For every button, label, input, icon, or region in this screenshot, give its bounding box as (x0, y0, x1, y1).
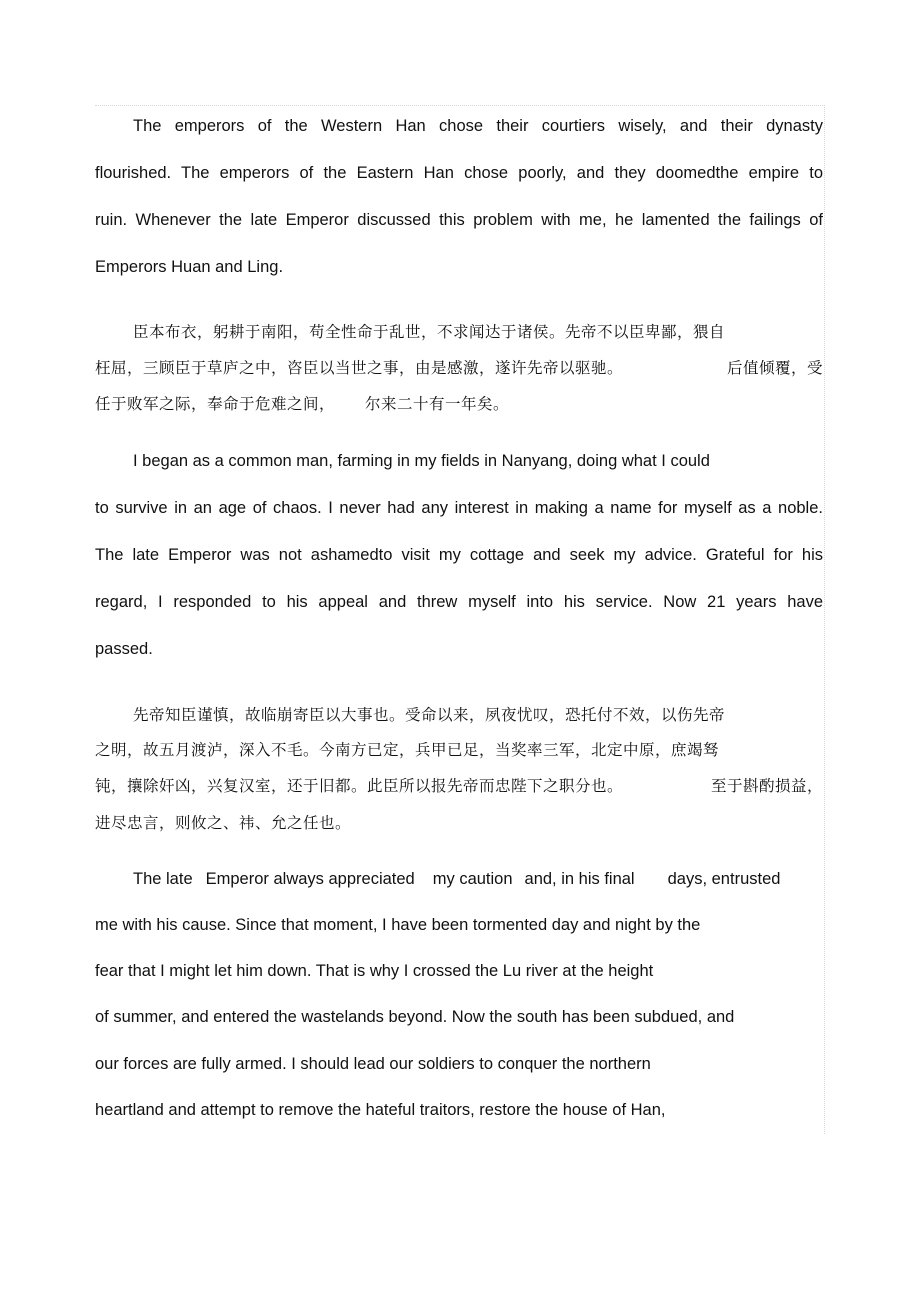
text-segment: Emperor always appreciated (205, 870, 415, 888)
chinese-text-line (95, 776, 823, 796)
text-line: our forces are fully armed. I should lead our soldiers to conquer the northern (95, 1055, 651, 1073)
chinese-text-segment: 至于斟酌损益， (710, 777, 823, 795)
text-segment: my caution (432, 870, 513, 888)
text-line: The late Emperor was not ashamedto visit my cottage and seek my advice. Grateful for his (95, 546, 823, 564)
text-line: ruin. Whenever the late Emperor discussed this problem with me, he lamented the failings of (95, 211, 823, 229)
text-segment: days, entrusted (667, 870, 781, 888)
text-line: to survive in an age of chaos. I never had any interest in making a name for myself as a noble. (95, 499, 823, 517)
chinese-text-segment: 任于败军之际，奉命于危难之间， (95, 395, 336, 413)
text-line: regard, I responded to his appeal and threw myself into his service. Now 21 years have (95, 593, 823, 611)
text-line: I began as a common man, farming in my fields in Nanyang, doing what I could (133, 452, 710, 470)
text-line: of summer, and entered the wastelands beyond. Now the south has been subdued, and (95, 1008, 735, 1026)
text-line (133, 869, 780, 889)
text-line: passed. (95, 640, 153, 658)
chinese-text-line: 先帝知臣谨慎，故临崩寄臣以大事也。受命以来，夙夜忧叹，恐托付不效，以伤先帝 (133, 706, 726, 724)
text-line: flourished. The emperors of the Eastern Han chose poorly, and they doomedthe empire to (95, 164, 823, 182)
chinese-text-segment: 钝，攘除奸凶，兴复汉室，还于旧都。此臣所以报先帝而忠陛下之职分也。 (95, 777, 624, 795)
chinese-text-line (95, 394, 509, 414)
chinese-text-segment: 枉屈，三顾臣于草庐之中，咨臣以当世之事，由是感激，遂许先帝以驱驰。 (95, 359, 624, 377)
text-line: Emperors Huan and Ling. (95, 258, 284, 276)
chinese-text-line: 之明，故五月渡泸，深入不毛。今南方已定，兵甲已足，当奖率三军，北定中原，庶竭驽 (95, 741, 720, 759)
text-line: heartland and attempt to remove the hateful traitors, restore the house of Han, (95, 1101, 666, 1119)
chinese-text-line: 臣本布衣，躬耕于南阳，苟全性命于乱世，不求闻达于诸侯。先帝不以臣卑鄙，猥自 (133, 323, 726, 341)
text-line: fear that I might let him down. That is why I crossed the Lu river at the height (95, 962, 654, 980)
text-line: The emperors of the Western Han chose their courtiers wisely, and their dynasty (133, 117, 823, 135)
text-segment: The late (133, 870, 193, 888)
text-line: me with his cause. Since that moment, I have been tormented day and night by the (95, 916, 701, 934)
chinese-text-segment: 尔来二十有一年矣。 (365, 395, 510, 413)
chinese-text-segment: 后值倾覆，受 (726, 359, 823, 377)
text-segment: and, in his final (524, 870, 635, 888)
chinese-text-line (95, 358, 823, 378)
chinese-text-line: 进尽忠言，则攸之、祎、允之任也。 (95, 814, 352, 832)
